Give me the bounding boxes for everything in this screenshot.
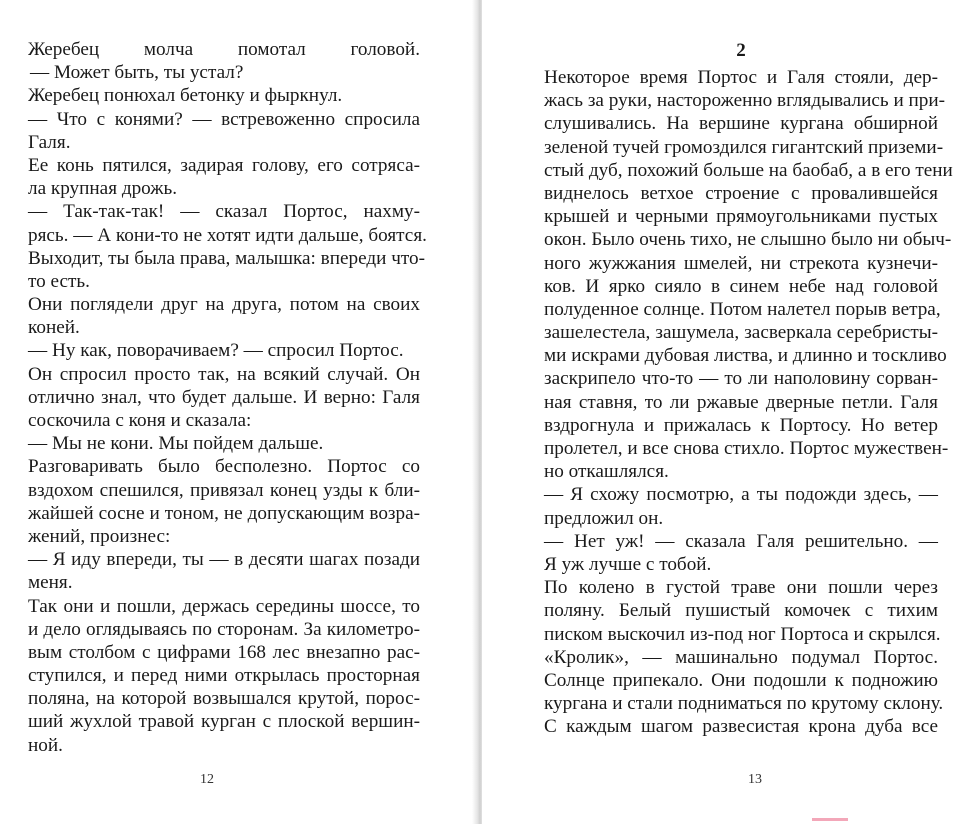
text-line: По колено в густой траве они пошли через: [544, 577, 938, 599]
text-line: Солнце припекало. Они подошли к подножию: [544, 669, 938, 691]
text-line: то есть.: [28, 270, 90, 292]
right-page-text: [544, 38, 953, 738]
text-line: кургана и стали подниматься по крутому склону.: [544, 693, 944, 715]
text-line: — Может быть, ты устал?: [30, 62, 244, 84]
text-line: С каждым шагом развесистая крона дуба все: [544, 716, 938, 738]
text-line: коней.: [28, 317, 80, 339]
left-page-text: [28, 38, 427, 757]
text-line: ступился, и перед ними открылась просторная: [28, 665, 420, 687]
text-line: — Мы не кони. Мы пойдем дальше.: [28, 433, 324, 455]
text-line: Выходит, ты была права, малышка: впереди что-: [28, 247, 425, 269]
text-line: зашелестела, зашумела, засверкала серебристы-: [544, 322, 938, 344]
chapter-number: 2: [736, 40, 746, 61]
text-line: виднелось ветхое строение с провалившейся: [544, 182, 938, 204]
scan-mark: [812, 818, 848, 821]
text-line: вым столбом с цифрами 168 лес внезапно рас-: [28, 641, 420, 663]
text-line: заскрипело что-то — то ли наполовину сорван-: [544, 368, 938, 390]
text-line: предложил он.: [544, 507, 664, 529]
text-line: поляна, на которой возвышался крутой, порос-: [28, 688, 420, 710]
text-line: — Нет уж! — сказала Галя решительно. —: [544, 530, 938, 552]
text-line: Так они и пошли, держась середины шоссе, то: [28, 595, 420, 617]
text-line: Галя.: [28, 131, 71, 153]
text-line: — Ну как, поворачиваем? — спросил Портос.: [28, 340, 404, 362]
text-line: — Так-так-так! — сказал Портос, нахму-: [28, 201, 420, 223]
text-line: — Я схожу посмотрю, а ты подожди здесь, —: [544, 484, 938, 506]
text-line: вздохом спешился, привязал конец узды к бли-: [28, 479, 420, 501]
text-line: но откашлялся.: [544, 461, 669, 483]
text-line: полуденное солнце. Потом налетел порыв ветра,: [544, 298, 941, 320]
text-line: и дело оглядываясь по сторонам. За километро-: [28, 618, 420, 640]
text-line: Некоторое время Портос и Галя стояли, дер-: [544, 67, 938, 88]
text-line: зеленой тучей громоздился гигантский приземи-: [544, 136, 944, 158]
text-line: Ее конь пятился, задирая голову, его сотряса-: [28, 154, 420, 176]
text-line: слушивались. На вершине кургана обширной: [544, 113, 938, 135]
text-line: ший жухлой травой курган с плоской вершин-: [28, 711, 420, 733]
text-line: ков. И ярко сияло в синем небе над головой: [544, 275, 938, 297]
text-line: меня.: [28, 572, 73, 594]
text-line: рясь. — А кони-то не хотят идти дальше, боятся.: [28, 224, 427, 246]
text-line: ная ставня, то ли ржавые дверные петли. Галя: [544, 391, 938, 413]
text-line: отлично знал, что будет дальше. И верно: Галя: [28, 386, 420, 408]
text-line: Он спросил просто так, на всякий случай. Он: [28, 363, 420, 385]
page-number: 13: [748, 772, 762, 787]
text-line: жась за руки, настороженно вглядывались и при-: [544, 90, 946, 112]
text-line: жайшей сосне и тоном, не допускающим возра-: [28, 502, 420, 524]
text-line: вздрогнула и прижалась к Портосу. Но ветер: [544, 414, 938, 436]
text-line: ми искрами дубовая листва, и длинно и тоскливо: [544, 345, 947, 367]
text-line: — Я иду впереди, ты — в десяти шагах позади: [28, 549, 420, 571]
right-page: [482, 0, 960, 824]
text-line: писком выскочил из-под ног Портоса и скрылся.: [544, 623, 941, 645]
text-line: Жеребец понюхал бетонку и фыркнул.: [28, 85, 343, 107]
text-line: стый дуб, похожий больше на баобаб, а в его тени: [544, 159, 953, 181]
page-number: 12: [200, 772, 214, 787]
text-line: ла крупная дрожь.: [28, 178, 178, 200]
text-line: соскочила с коня и сказала:: [28, 410, 252, 431]
text-line: жений, произнес:: [28, 525, 171, 547]
text-line: окон. Было очень тихо, не слышно было ни обыч-: [544, 229, 952, 251]
text-line: крышей и черными прямоугольниками пустых: [544, 206, 938, 228]
text-line: ного жужжания шмелей, ни стрекота кузнечи-: [544, 252, 938, 274]
text-line: пролетел, и все снова стихло. Портос мужествен-: [544, 438, 949, 459]
text-line: поляну. Белый пушистый комочек с тихим: [544, 600, 938, 622]
text-line: «Кролик», — машинально подумал Портос.: [544, 646, 938, 668]
text-line: ной.: [28, 734, 63, 756]
text-line: Я уж лучше с тобой.: [544, 553, 712, 575]
text-line: — Что с конями? — встревоженно спросила: [28, 108, 420, 130]
text-line: Разговаривать было бесполезно. Портос со: [28, 456, 420, 478]
text-line: Жеребец молча помотал головой.: [28, 39, 420, 60]
text-line: Они поглядели друг на друга, потом на своих: [28, 294, 420, 316]
left-page: [0, 0, 478, 824]
